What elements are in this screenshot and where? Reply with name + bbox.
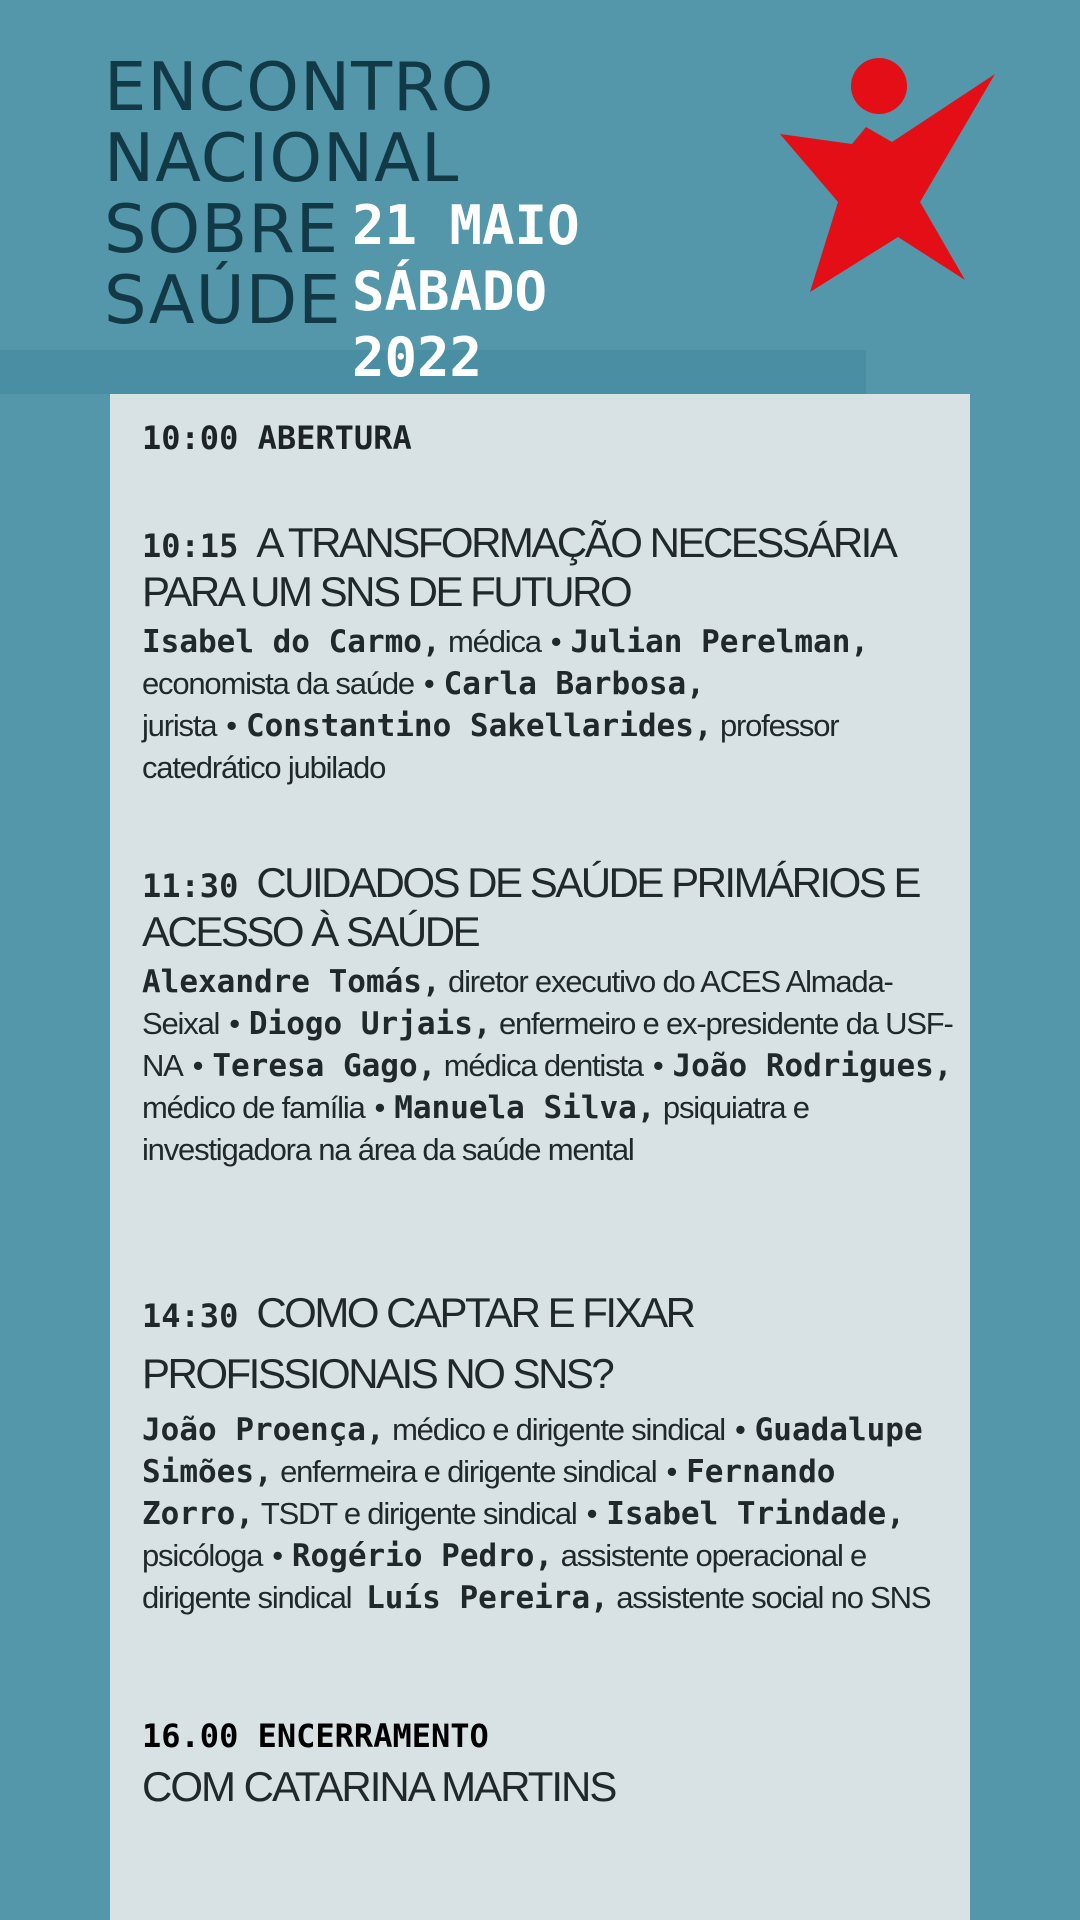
separator-bullet: • bbox=[226, 708, 236, 743]
session-title-text: COMO CAPTAR E FIXAR PROFISSIONAIS NO SNS? bbox=[142, 1289, 694, 1397]
separator-bullet: • bbox=[229, 1006, 239, 1041]
closing-guest: COM CATARINA MARTINS bbox=[142, 1763, 616, 1810]
title-line: SOBRE bbox=[104, 190, 340, 268]
speaker-role: médico e dirigente sindical bbox=[392, 1412, 725, 1447]
date-line: SÁBADO bbox=[352, 260, 548, 323]
speaker-name: Teresa Gago, bbox=[212, 1048, 437, 1084]
session-1 bbox=[142, 520, 956, 789]
speaker-role: médica dentista bbox=[443, 1048, 643, 1083]
red-star-person-icon bbox=[780, 52, 995, 302]
speaker-role: assistente social no SNS bbox=[616, 1580, 931, 1615]
separator-bullet: • bbox=[652, 1048, 663, 1083]
speaker-name: Guadalupe Simões, bbox=[142, 1412, 923, 1490]
speaker-role: enfermeira e dirigente sindical bbox=[280, 1454, 657, 1489]
speaker-name: Carla Barbosa, bbox=[443, 666, 705, 702]
speaker-list bbox=[142, 1409, 956, 1619]
speaker-role: jurista bbox=[142, 708, 217, 743]
speaker bbox=[142, 1412, 725, 1447]
session-time: 11:30 bbox=[142, 867, 239, 905]
speaker bbox=[366, 1580, 930, 1615]
closing-item: 16.00 ENCERRAMENTO bbox=[142, 1717, 489, 1755]
star-head bbox=[851, 58, 907, 114]
speaker-name: Manuela Silva, bbox=[394, 1090, 656, 1126]
separator-bullet: • bbox=[423, 666, 434, 701]
speaker-name: Alexandre Tomás, bbox=[142, 964, 441, 1000]
speaker-role: TSDT e dirigente sindical bbox=[260, 1496, 577, 1531]
title-line: NACIONAL bbox=[104, 119, 460, 197]
speaker-name: Diogo Urjais, bbox=[248, 1006, 492, 1042]
opening-item: 10:00 ABERTURA bbox=[142, 419, 412, 457]
session-title-text: A TRANSFORMAÇÃO NECESSÁRIA PARA UM SNS DE FUTURO bbox=[142, 519, 894, 615]
speaker-role: economista da saúde bbox=[142, 666, 414, 701]
speaker-name: Isabel do Carmo, bbox=[142, 624, 441, 660]
session-title bbox=[142, 1284, 956, 1403]
speaker-name: Isabel Trindade, bbox=[606, 1496, 905, 1532]
speaker-name: Julian Perelman, bbox=[570, 624, 870, 660]
session-title bbox=[142, 860, 956, 955]
speaker-name: João Proença, bbox=[142, 1412, 385, 1448]
speaker-name: Fernando Zorro, bbox=[142, 1454, 836, 1532]
title-line: SAÚDE bbox=[104, 261, 342, 339]
speaker bbox=[142, 624, 541, 659]
speaker-name: João Rodrigues, bbox=[672, 1048, 953, 1084]
speaker-list bbox=[142, 961, 956, 1171]
session-time: 14:30 bbox=[142, 1297, 239, 1335]
speaker-name: Luís Pereira, bbox=[366, 1580, 609, 1616]
speaker-role: psiquiatra e investigadora na área da saúde mental bbox=[142, 1090, 809, 1167]
speaker-role: psicóloga bbox=[142, 1538, 263, 1573]
separator-bullet: • bbox=[374, 1090, 385, 1125]
speaker-name: Constantino Sakellarides, bbox=[245, 708, 713, 744]
date-line: 21 MAIO bbox=[352, 194, 580, 257]
separator-bullet: • bbox=[192, 1048, 203, 1083]
speaker-role: professor catedrático jubilado bbox=[142, 708, 839, 785]
session-time: 10:15 bbox=[142, 527, 239, 565]
separator-bullet: • bbox=[666, 1454, 677, 1489]
session-2 bbox=[142, 860, 956, 1171]
speaker-role: médica bbox=[448, 624, 541, 659]
speaker bbox=[212, 1048, 643, 1083]
date-line: 2022 bbox=[352, 326, 483, 389]
speaker-role: médico de família bbox=[142, 1090, 365, 1125]
session-3 bbox=[142, 1284, 956, 1619]
speaker-role: enfermeiro e ex-presidente da USF-NA bbox=[142, 1006, 953, 1083]
event-date bbox=[352, 193, 580, 391]
speaker-name: Rogério Pedro, bbox=[291, 1538, 554, 1574]
speaker-list bbox=[142, 621, 956, 789]
separator-bullet: • bbox=[734, 1412, 745, 1447]
speaker-role: diretor executivo do ACES Almada-Seixal bbox=[142, 964, 893, 1041]
session-title-text: CUIDADOS DE SAÚDE PRIMÁRIOS E ACESSO À SAÚDE bbox=[142, 859, 919, 955]
separator-bullet: • bbox=[586, 1496, 597, 1531]
speaker bbox=[142, 708, 838, 785]
title-line: ENCONTRO bbox=[104, 48, 495, 126]
speaker-role: assistente operacional e dirigente sindical bbox=[142, 1538, 867, 1615]
session-title bbox=[142, 520, 956, 615]
separator-bullet: • bbox=[272, 1538, 282, 1573]
separator-bullet: • bbox=[550, 624, 561, 659]
